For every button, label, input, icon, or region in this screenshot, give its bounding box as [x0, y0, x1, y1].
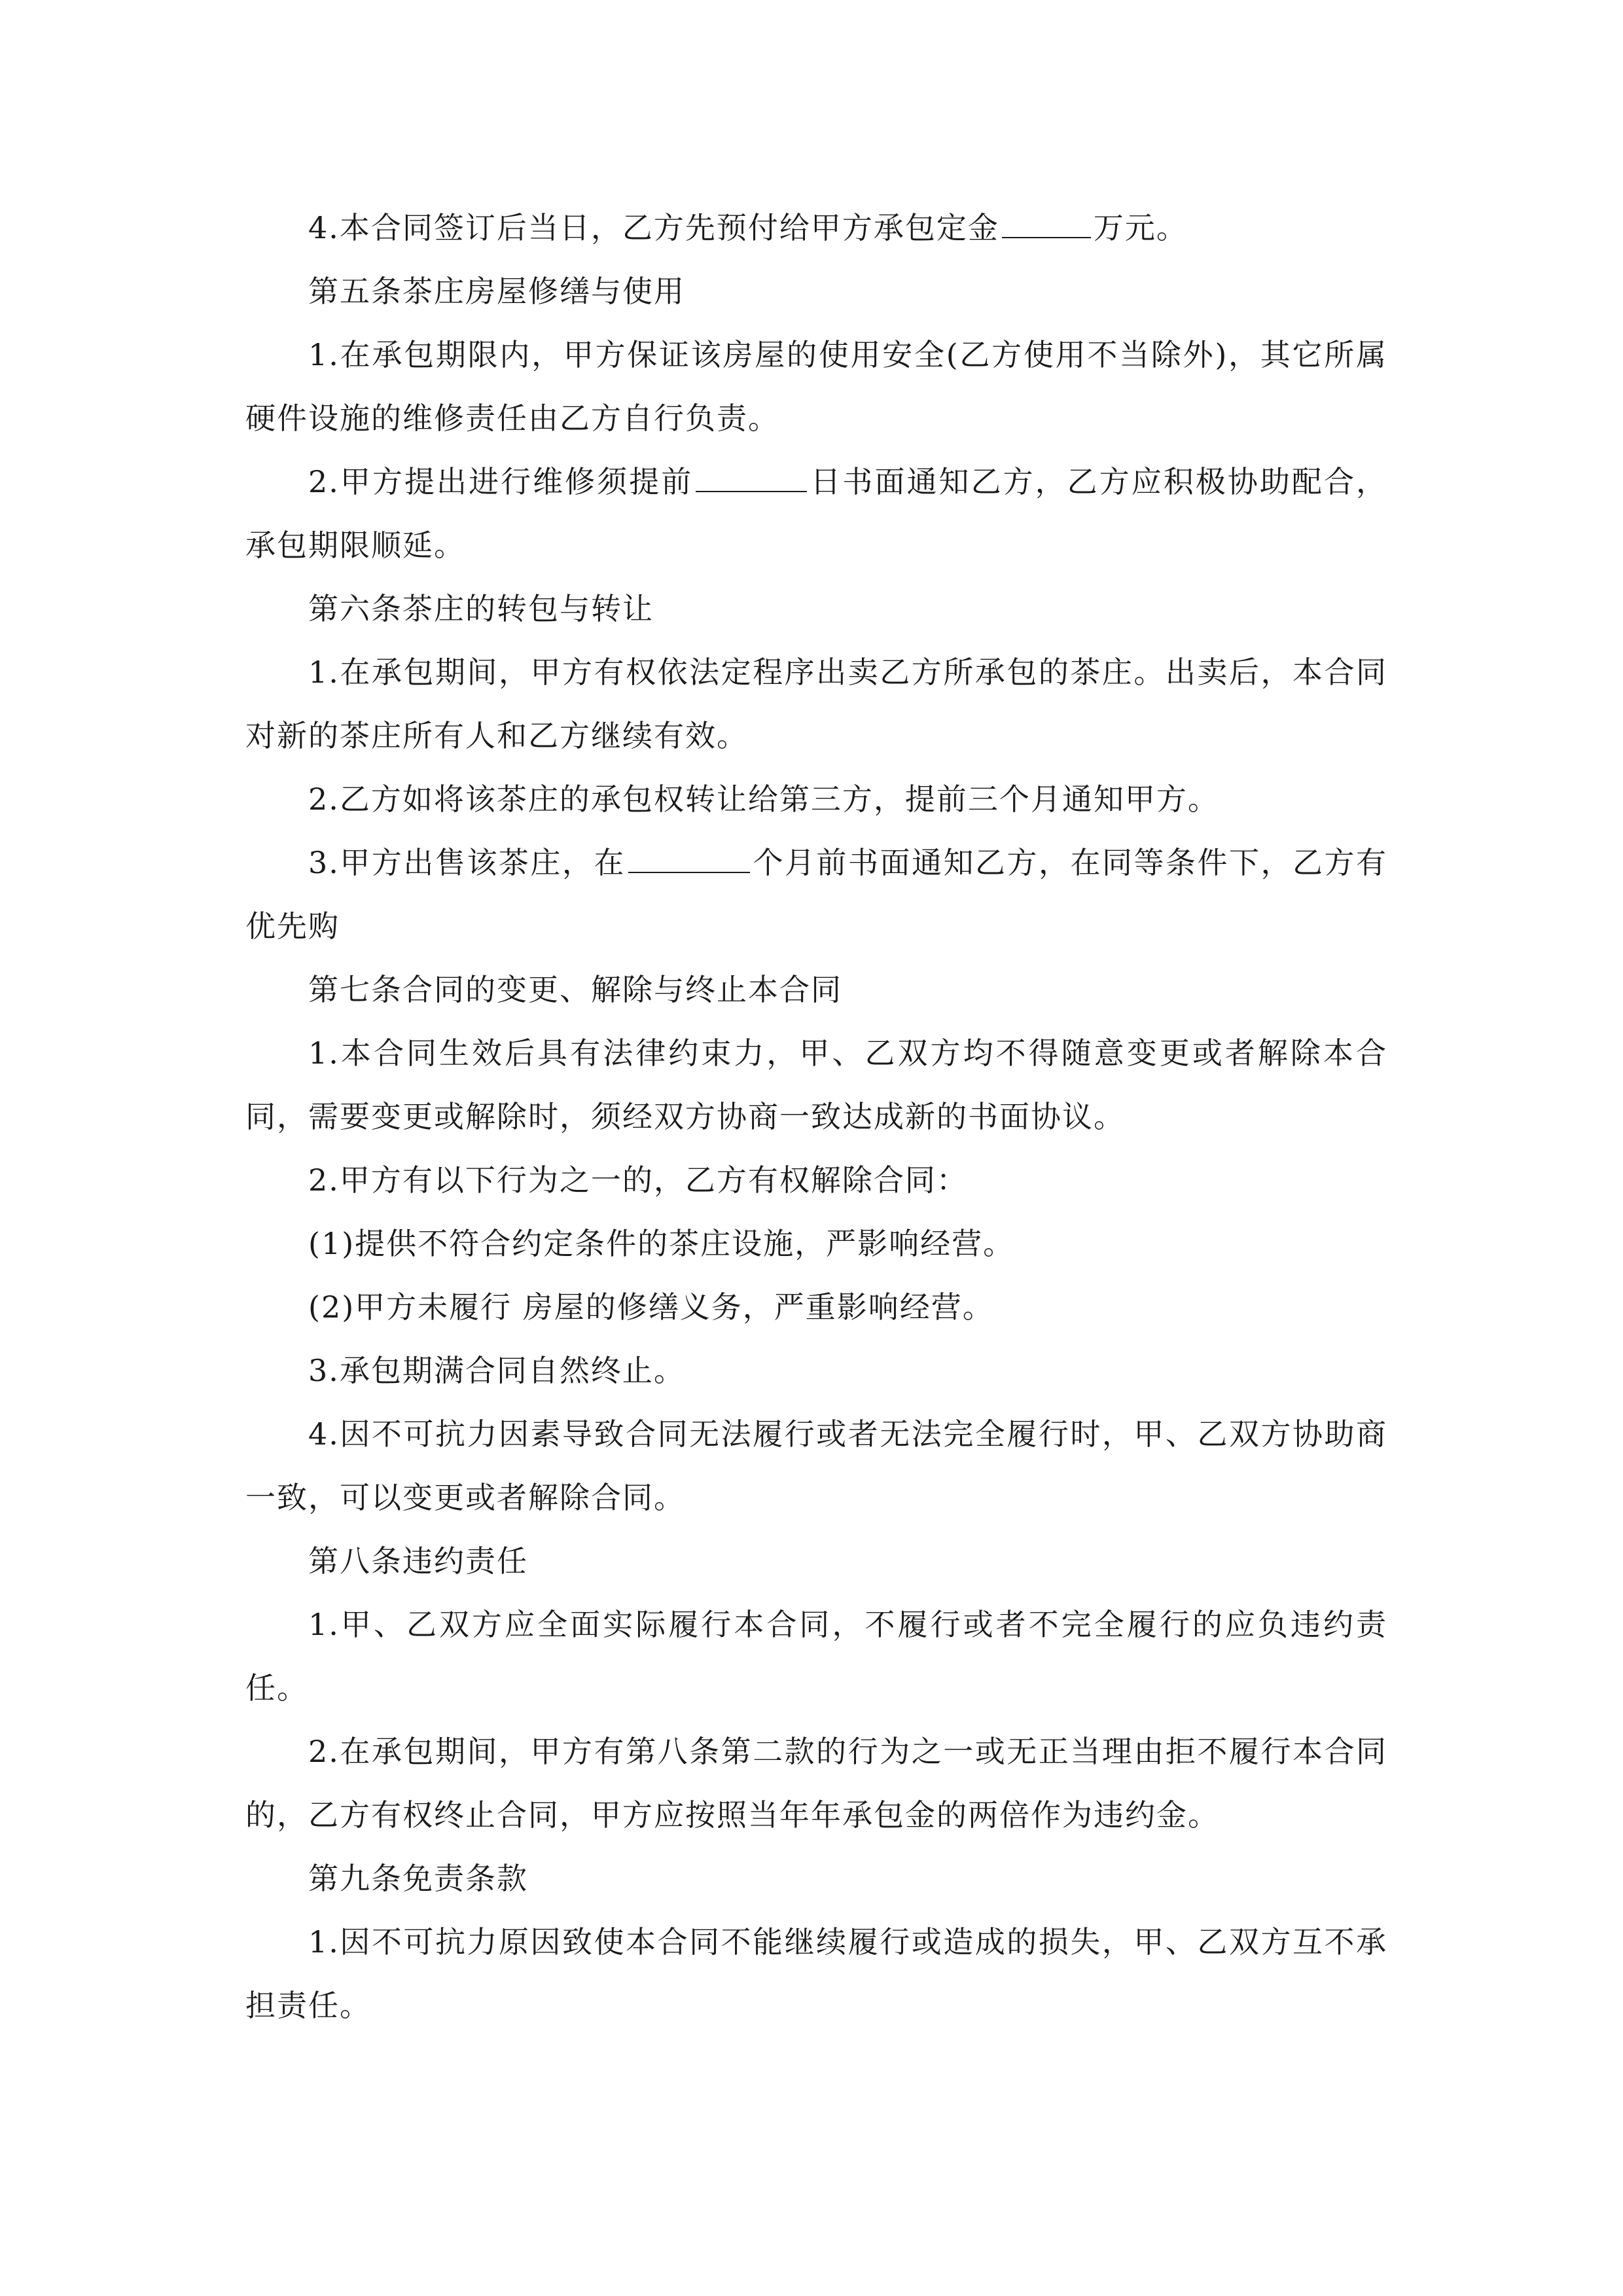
- notice-months-blank: [628, 846, 750, 873]
- article-7-heading: 第七条合同的变更、解除与终止本合同: [308, 972, 842, 1007]
- article-7-subclause-2: (2)甲方未履行 房屋的修缮义务，严重影响经营。: [308, 1289, 994, 1325]
- article-6-clause-1: 1.在承包期间，甲方有权依法定程序出卖乙方所承包的茶庄。出卖后，本合同对新的茶庄所有人和乙方继续有效。: [245, 655, 1387, 753]
- article-6-heading: 第六条茶庄的转包与转让: [308, 591, 654, 626]
- article-5-heading: 第五条茶庄房屋修缮与使用: [308, 274, 685, 309]
- article-5-clause-1: 1.在承包期限内，甲方保证该房屋的使用安全(乙方使用不当除外)，其它所属硬件设施的维修责任由乙方自行负责。: [245, 337, 1387, 436]
- clause-4-deposit: 4.本合同签订后当日，乙方先预付给甲方承包定金 万元。: [308, 210, 1188, 245]
- article-9-heading: 第九条免责条款: [308, 1861, 528, 1896]
- article-7-clause-2: 2.甲方有以下行为之一的，乙方有权解除合同：: [308, 1162, 968, 1198]
- article-9-clause-1: 1.因不可抗力原因致使本合同不能继续履行或造成的损失，甲、乙双方互不承担责任。: [245, 1924, 1387, 2023]
- article-7-subclause-1: (1)提供不符合约定条件的茶庄设施，严影响经营。: [308, 1226, 1015, 1261]
- article-8-heading: 第八条违约责任: [308, 1543, 528, 1579]
- article-5-clause-2: 2.甲方提出进行维修须提前 日书面通知乙方，乙方应积极协助配合，承包期限顺延。: [245, 464, 1388, 563]
- article-6-clause-2: 2.乙方如将该茶庄的承包权转让给第三方，提前三个月通知甲方。: [308, 781, 1219, 817]
- article-7-clause-3: 3.承包期满合同自然终止。: [308, 1353, 685, 1388]
- deposit-amount-blank: [1002, 211, 1091, 238]
- article-7-clause-4: 4.因不可抗力因素导致合同无法履行或者无法完全履行时，甲、乙双方协助商一致，可以变更或者解除合同。: [245, 1416, 1387, 1515]
- contract-body: [245, 196, 1387, 2037]
- article-8-clause-2: 2.在承包期间，甲方有第八条第二款的行为之一或无正当理由拒不履行本合同的，乙方有权终止合同，甲方应按照当年年承包金的两倍作为违约金。: [245, 1734, 1387, 1833]
- article-8-clause-1: 1.甲、乙双方应全面实际履行本合同，不履行或者不完全履行的应负违约责任。: [245, 1607, 1387, 1706]
- article-7-clause-1: 1.本合同生效后具有法律约束力，甲、乙双方均不得随意变更或者解除本合同，需要变更或解除时，须经双方协商一致达成新的书面协议。: [245, 1035, 1387, 1134]
- notice-days-blank: [696, 465, 807, 492]
- article-6-clause-3: 3.甲方出售该茶庄，在 个月前书面通知乙方，在同等条件下，乙方有优先购: [245, 845, 1388, 944]
